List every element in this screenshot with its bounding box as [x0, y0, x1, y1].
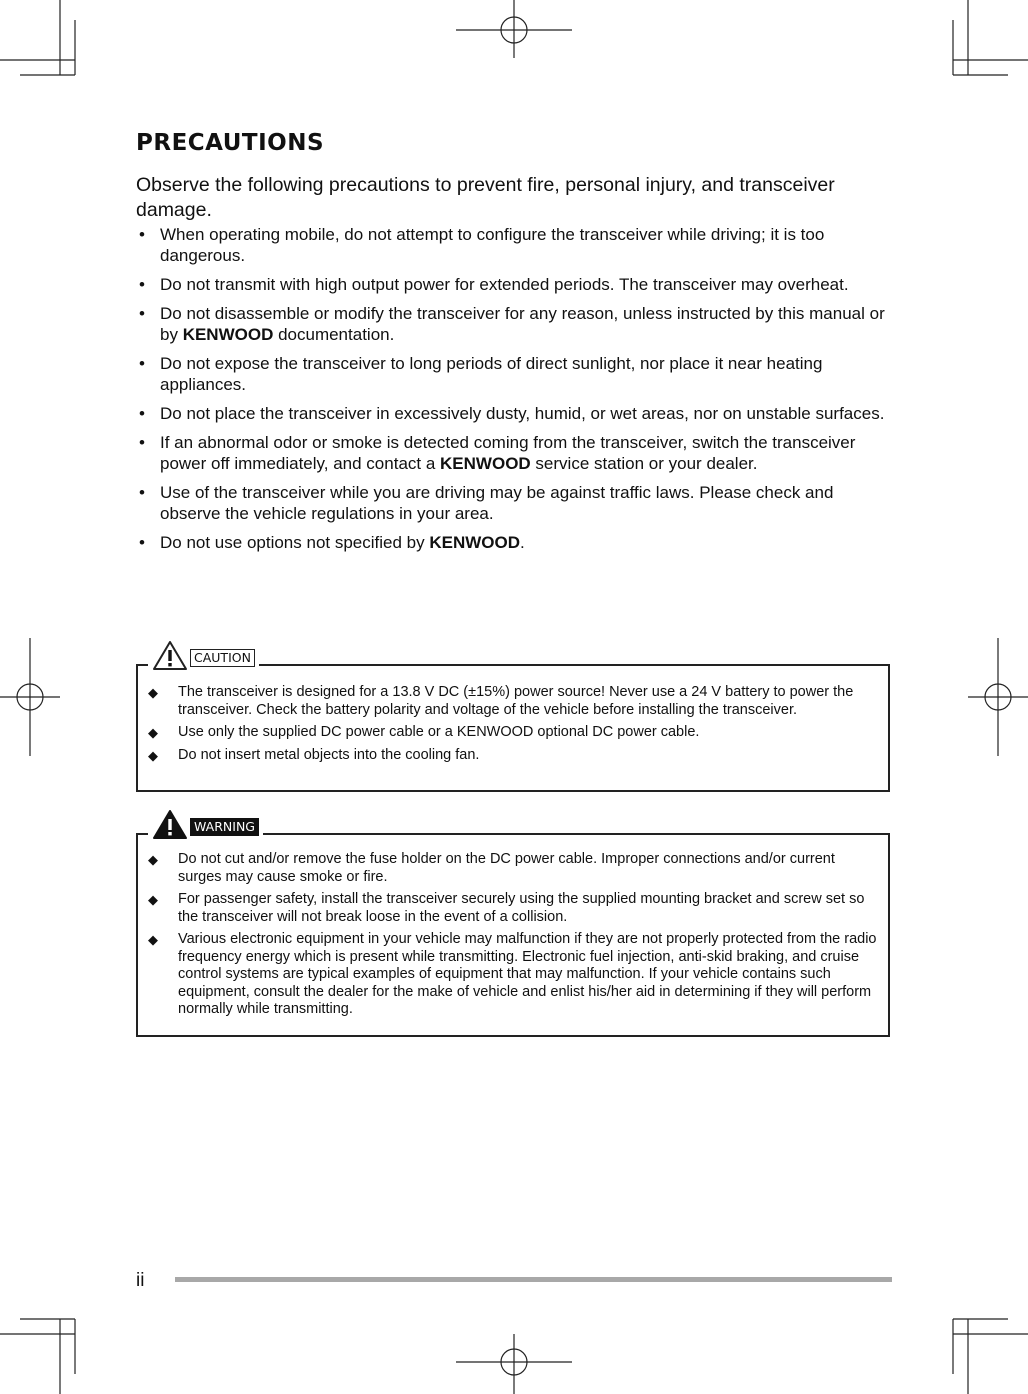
warning-label: WARNING	[190, 818, 259, 836]
caution-item-text: Do not insert metal objects into the cooling fan.	[178, 746, 480, 763]
footer-rule	[175, 1277, 892, 1282]
precaution-item	[136, 274, 896, 295]
warning-item-text: Do not cut and/or remove the fuse holder on the DC power cable. Improper connections and/or current surges may cause smoke or fire.	[178, 851, 835, 885]
precaution-text: Do not transmit with high output power for extended periods. The transceiver may overheat.	[160, 275, 849, 294]
bullet-icon: •	[139, 304, 145, 323]
caution-item-text: The transceiver is designed for a 13.8 V DC (±15%) power source! Never use a 24 V battery to power the transceiver. Check the battery polarity and voltage of the vehicle before installing the transceiver.	[178, 684, 854, 718]
precaution-text: If an abnormal odor or smoke is detected coming from the transceiver, switch the transceiver power off immediately, and contact a	[160, 433, 856, 473]
bullet-icon: •	[139, 354, 145, 373]
bullet-icon: •	[139, 483, 145, 502]
warning-item	[148, 891, 878, 926]
intro-paragraph: Observe the following precautions to prevent fire, personal injury, and transceiver damage.	[136, 174, 835, 221]
precaution-text: Do not place the transceiver in excessively dusty, humid, or wet areas, nor on unstable surfaces.	[160, 404, 885, 423]
precaution-item	[136, 353, 896, 395]
precaution-text: service station or your dealer.	[530, 454, 758, 473]
diamond-bullet-icon: ◆	[148, 685, 158, 700]
warning-item	[148, 931, 878, 1019]
precaution-item	[136, 432, 896, 474]
warning-box	[136, 819, 890, 1037]
bullet-icon: •	[139, 533, 145, 552]
page-title: PRECAUTIONS	[136, 130, 325, 156]
caution-items	[138, 666, 888, 764]
diamond-bullet-icon: ◆	[148, 725, 158, 740]
diamond-bullet-icon: ◆	[148, 932, 158, 947]
precaution-item	[136, 532, 896, 553]
brand-name: KENWOOD	[182, 325, 274, 344]
warning-item-text: For passenger safety, install the transceiver securely using the supplied mounting bracket and screw set so the transceiver will not break loose in the event of a collision.	[178, 891, 865, 925]
caution-label: CAUTION	[190, 649, 255, 667]
caution-header	[148, 640, 259, 670]
precaution-item	[136, 482, 896, 524]
precaution-text: Do not use options not specified by	[160, 533, 430, 552]
warning-items	[138, 835, 888, 1019]
warning-item	[148, 851, 878, 886]
diamond-bullet-icon: ◆	[148, 852, 158, 867]
precaution-item	[136, 224, 896, 266]
brand-name: KENWOOD	[429, 533, 521, 552]
caution-item	[148, 724, 878, 742]
warning-item-text: Various electronic equipment in your vehicle may malfunction if they are not properly protected from the radio frequency energy which is present while transmitting. Electronic fuel injection, anti-skid braking, and cruise control systems are typical examples of equipment that may malfunction. If your vehicle contains such equipment, consult the dealer for the make of vehicle and enlist his/her aid in determining if they will perform normally while transmitting.	[178, 931, 877, 1017]
warning-header	[148, 809, 263, 839]
caution-box	[136, 650, 890, 792]
diamond-bullet-icon: ◆	[148, 892, 158, 907]
precaution-text: Use of the transceiver while you are driving may be against traffic laws. Please check and observe the vehicle regulations in your area.	[160, 483, 834, 523]
precaution-text: .	[520, 533, 525, 552]
diamond-bullet-icon: ◆	[148, 747, 158, 763]
brand-name: KENWOOD	[440, 454, 531, 473]
bullet-icon: •	[139, 433, 145, 452]
precaution-text: Do not disassemble or modify the transceiver for any reason, unless instructed by this manual or by	[160, 304, 885, 344]
precaution-text: documentation.	[273, 325, 395, 344]
precaution-text: When operating mobile, do not attempt to configure the transceiver while driving; it is too dangerous.	[160, 225, 825, 265]
bullet-icon: •	[139, 275, 145, 294]
precaution-item	[136, 303, 896, 345]
page-number: ii	[136, 1270, 145, 1291]
caution-item-text: Use only the supplied DC power cable or a KENWOOD optional DC power cable.	[178, 724, 700, 740]
precaution-item	[136, 403, 896, 424]
exclamation-triangle-icon	[152, 809, 188, 839]
caution-item	[148, 747, 878, 765]
precaution-text: Do not expose the transceiver to long periods of direct sunlight, nor place it near heating appliances.	[160, 354, 823, 394]
bullet-icon: •	[139, 225, 145, 244]
precautions-list	[136, 224, 896, 561]
bullet-icon: •	[139, 404, 145, 423]
caution-item	[148, 684, 878, 719]
exclamation-triangle-icon	[152, 640, 188, 670]
